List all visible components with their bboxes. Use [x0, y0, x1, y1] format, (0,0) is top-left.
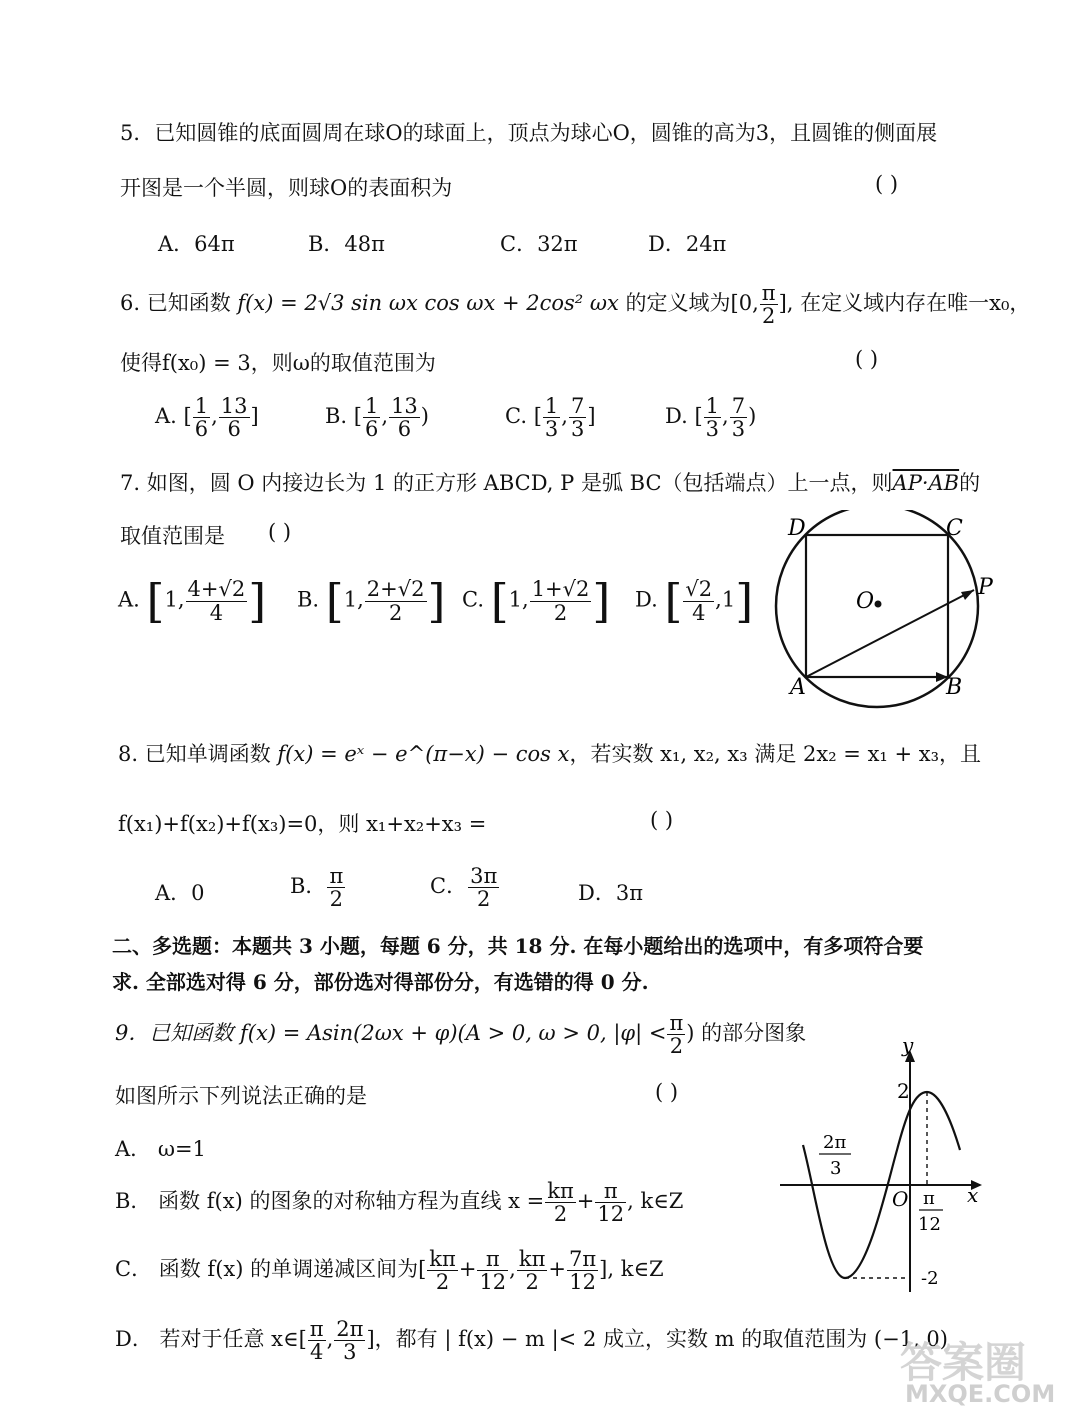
- q9-line1: 9．已知函数 f(x) = Asin(2ωx + φ)(A > 0, ω > 0, |φ| < $\frac{\pi}{2}$ ) 的部分图象: [115, 1011, 807, 1059]
- q7-option-a: A. [1, $\frac{4+√2}{4}$ ]: [118, 574, 267, 628]
- q9-x-right-num: π: [923, 1188, 935, 1209]
- q9-x-left-den: 3: [830, 1158, 842, 1179]
- q9-y-max-label: 2: [897, 1079, 910, 1103]
- q6-option-a: A. [ $\frac{1}{6}$ , $\frac{13}{6}$ ]: [155, 394, 259, 442]
- q8-answer-paren: ( ): [650, 808, 674, 832]
- q6-formula: f(x) = 2√3 sin ωx cos ωx + 2cos² ωx: [237, 291, 619, 316]
- q6-option-b: B. [ $\frac{1}{6}$ , $\frac{13}{6}$ ): [325, 394, 429, 442]
- q9-line2: 如图所示下列说法正确的是: [115, 1084, 367, 1108]
- q6-domain-text: 的定义域为[0,: [625, 291, 759, 316]
- q6-line1: [120, 282, 1030, 327]
- q9-x-right-den: 12: [918, 1214, 941, 1235]
- q7-answer-paren: ( ): [268, 520, 292, 544]
- q9-y-min-label: -2: [921, 1268, 939, 1289]
- q8-option-c: C． $\frac{3\pi}{2}$: [430, 864, 498, 912]
- q7-label-d: D: [788, 516, 806, 541]
- q9-sine-graph: [775, 1040, 990, 1300]
- q6-suffix: ], 在定义域内存在唯一x₀，: [778, 291, 1031, 316]
- q9-origin-label: O: [892, 1187, 909, 1211]
- q8-option-a: A．0: [155, 881, 205, 905]
- q7-center-dot: [875, 601, 882, 608]
- q6-domain-fraction: $\frac{\pi}{2}$: [761, 281, 776, 329]
- q5-answer-paren: ( ): [875, 172, 899, 196]
- q7-label-o: O: [856, 589, 875, 614]
- q7-vector-product: AP·AB: [892, 471, 960, 495]
- q8-formula: f(x) = eˣ − e^(π−x) − cos x: [277, 742, 570, 766]
- q9-x-label: x: [967, 1183, 979, 1207]
- q9-option-b: B． 函数 f(x) 的图象的对称轴方程为直线 x = $\frac{k\pi}{2}$ + $\frac{\pi}{12}$ , k∈Z: [115, 1179, 684, 1227]
- watermark-url: MXQE.COM: [905, 1380, 1056, 1408]
- q6-option-d: D. [ $\frac{1}{3}$ , $\frac{7}{3}$ ): [665, 394, 757, 442]
- q7-option-c: C. [1, $\frac{1+√2}{2}$ ]: [462, 574, 611, 628]
- q5-option-c: C．32π: [500, 232, 578, 256]
- q7-line1: 7. 如图，圆 O 内接边长为 1 的正方形 ABCD, P 是弧 BC（包括端点）上一点，则AP·AB的: [120, 471, 981, 495]
- q5-option-d: D．24π: [648, 232, 727, 256]
- q7-label-a: A: [790, 675, 806, 700]
- q9-answer-paren: ( ): [655, 1080, 679, 1104]
- q7-circle-square-figure: [770, 510, 1000, 710]
- q7-label-b: B: [946, 675, 963, 700]
- q8-option-b: B． $\frac{\pi}{2}$: [290, 864, 344, 912]
- q6-prefix: 6. 已知函数: [120, 291, 231, 316]
- q5-option-a: A．64π: [158, 232, 235, 256]
- watermark-logo: 答案圈: [900, 1338, 1027, 1387]
- q9-x-left-num: 2π: [823, 1132, 847, 1153]
- q5-line1: 5．已知圆锥的底面圆周在球O的球面上，顶点为球心O，圆锥的高为3，且圆锥的侧面展: [120, 121, 938, 145]
- q7-label-p: P: [978, 575, 993, 600]
- q9-y-label: y: [902, 1040, 914, 1057]
- q9-option-c: C． 函数 f(x) 的单调递减区间为[ $\frac{k\pi}{2}$ + $\frac{\pi}{12}$ , $\frac{k\pi}{2}$ + $\frac{7\pi}{12}$ ], k∈Z: [115, 1247, 664, 1295]
- q6-option-c: C. [ $\frac{1}{3}$ , $\frac{7}{3}$ ]: [505, 394, 596, 442]
- q7-arrow-p: [961, 590, 974, 600]
- section2-heading-line1: 二、多选题：本题共 3 小题，每题 6 分，共 18 分. 在每小题给出的选项中，有多项符合要: [112, 934, 924, 958]
- q6-line2: 使得f(x₀) = 3，则ω的取值范围为: [120, 351, 436, 375]
- q5-line2: 开图是一个半圆，则球O的表面积为: [120, 176, 453, 200]
- q8-option-d: D．3π: [578, 881, 644, 905]
- q9-option-a: A． ω=1: [115, 1137, 206, 1161]
- section2-heading-line2: 求. 全部选对得 6 分，部份选对得部份分，有选错的得 0 分.: [112, 970, 649, 994]
- q8-line1: 8. 已知单调函数 f(x) = eˣ − e^(π−x) − cos x，若实数 x₁, x₂, x₃ 满足 2x₂ = x₁ + x₃，且: [118, 742, 982, 766]
- q6-answer-paren: ( ): [855, 347, 879, 371]
- q9-option-d: D． 若对于任意 x∈[ $\frac{\pi}{4}$ , $\frac{2\pi}{3}$ ]，都有 | f(x) − m |< 2 成立，实数 m 的取值范围为 (−1, 0): [115, 1317, 948, 1365]
- q7-option-b: B. [1, $\frac{2+√2}{2}$ ]: [297, 574, 446, 628]
- q7-option-d: D. [ $\frac{√2}{4}$ ,1]: [635, 574, 754, 628]
- q8-line2: f(x₁)+f(x₂)+f(x₃)=0，则 x₁+x₂+x₃ =: [118, 812, 487, 836]
- q5-option-b: B．48π: [308, 232, 385, 256]
- q7-label-c: C: [946, 516, 963, 541]
- q7-line2: 取值范围是: [120, 524, 225, 548]
